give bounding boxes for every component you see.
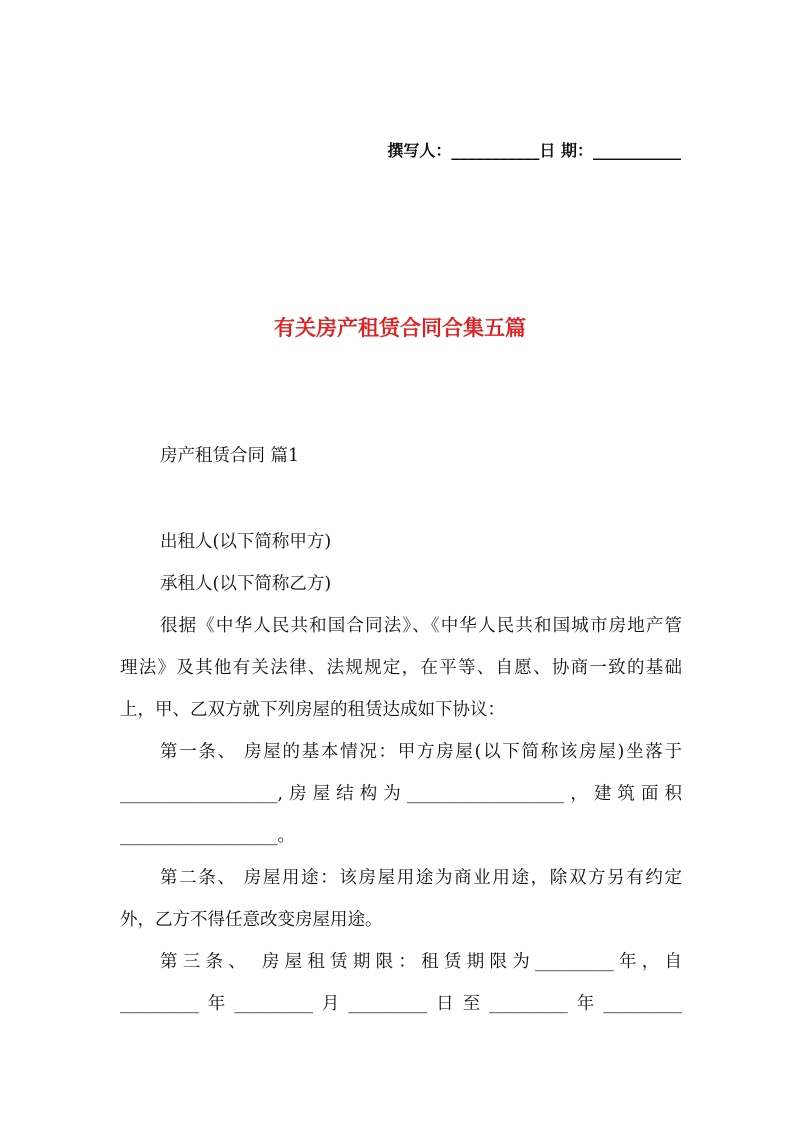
article-3-line: _________年_________月_________日至_________年_________ bbox=[120, 994, 682, 1014]
document-title: 有关房产租赁合同合集五篇 bbox=[274, 315, 526, 340]
author-date-line: 撰写人：___________日 期：___________ bbox=[387, 141, 681, 160]
paragraph-line: 承租人(以下简称乙方) bbox=[160, 574, 332, 594]
paragraph-line: 很据《中华人民共和国合同法》、《中华人民共和国城市房地产管 bbox=[160, 616, 682, 636]
article-3-line: 第三条、 房屋租赁期限：租赁期限为_________年，自 bbox=[160, 952, 682, 972]
article-2-line: 第二条、 房屋用途：该房屋用途为商业用途，除双方另有约定 bbox=[160, 868, 682, 888]
paragraph-line: 理法》及其他有关法律、法规规定，在平等、自愿、协商一致的基础 bbox=[120, 658, 682, 678]
paragraph-line: 上，甲、乙双方就下列房屋的租赁达成如下协议： bbox=[120, 700, 505, 720]
article-1-line: __________________。 bbox=[120, 826, 295, 846]
article-1-line: 第一条、 房屋的基本情况：甲方房屋(以下简称该房屋)坐落于 bbox=[160, 742, 682, 762]
article-2-line: 外，乙方不得任意改变房屋用途。 bbox=[120, 910, 383, 930]
paragraph-line: 出租人(以下简称甲方) bbox=[160, 532, 332, 552]
section-heading: 房产租赁合同 篇1 bbox=[160, 446, 300, 466]
article-1-line: __________________,房屋结构为__________________，建筑面积 bbox=[120, 784, 682, 804]
